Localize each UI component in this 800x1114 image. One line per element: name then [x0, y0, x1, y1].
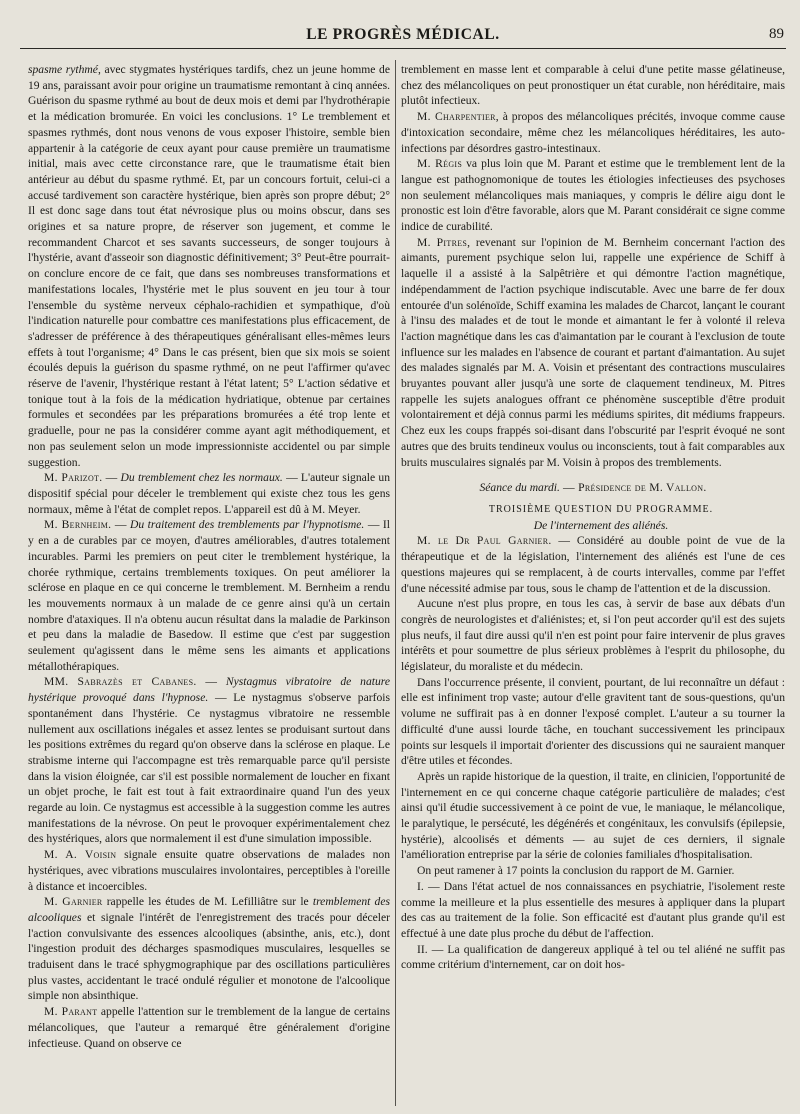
section-title: De l'internement des aliénés. — [533, 518, 669, 532]
paragraph-text: et signale l'intérêt de l'enregistrement des tracés pour déceler l'action convulsivante des essences alcooliques (absinthe, anis, etc.), dont l'ingestion produit des décharges spasmodiques musculaires, lesquelles se traduisent dans le tracé sphygmographique par des oscillations particulières plus vastes, accidentant le tracé ondulé régulier et monotone de l'alcoolique simple non absinthique. — [28, 910, 390, 1003]
paragraph-garnier-report — [401, 533, 785, 596]
left-column — [28, 62, 390, 1108]
paragraph-text: — Le nystagmus s'observe parfois spontanément dans l'hystérie. Ce nystagmus vibratoire ne ressemble nullement aux oscillations inégales et assez lentes se produisant surtout dans les positions extrêmes du regard qu'on observe dans la sclérose en plaque. Le strabisme interne qui l'accompagne est très remarquable parce qu'il persiste dans la vision éloignée, car s'il est possible normalement de loucher en fixant un objet proche, le fait est tout à fait extraordinaire quand l'un des yeux regarde au loin. Ce nystagmus est accessible à la suggestion comme les autres manifestations de la névrose. On peut le provoquer expérimentalement chez des hystériques, alors que normalement il est d'une simulation impossible. — [28, 691, 390, 846]
paragraph-text: à propos des mélancoliques précités, invoque comme cause d'intoxication secondaire, même chez les mélancoliques héréditaires, les auto-infections par désordres gastro-intestinaux. — [401, 110, 785, 155]
page-header — [20, 26, 786, 49]
paragraph-pitres — [401, 235, 785, 471]
communication-title: Du traitement des tremblements par l'hypnotisme. — [129, 518, 365, 532]
right-column — [401, 62, 785, 1108]
session-presidency: — Présidence de M. Vallon. — [559, 481, 707, 495]
author-name: M. Parant — [44, 1005, 98, 1019]
author-name: M. Charpentier, — [417, 110, 499, 124]
paragraph-report-5: On peut ramener à 17 points la conclusion du rapport de M. Garnier. — [417, 864, 735, 878]
paragraph-report-3: Dans l'occurrence présente, il convient, pourtant, de lui reconnaître un défaut : elle est infiniment trop vaste; autour d'elle gravitent tant de sous-questions, qu'un volume ne suffirait pas à en donner l'exposé complet. L'auteur a su tourner la difficulté d'une aussi lourde tâche, en touchant successivement les principaux points sur lesquels il importait d'orienter des discussions qui ne sauraient manquer d'être utiles et fécondes. — [401, 675, 785, 768]
running-title: LE PROGRÈS MÉDICAL. — [306, 26, 500, 43]
paragraph-text: — Considéré au double point de vue de la thérapeutique et de la législation, l'internement des aliénés est l'une de ces questions majeures qui se remplacent, à de courts intervalles, comme par l'effet d'une nécessité admise par tous, sous le champ de l'attention et de la discussion. — [401, 534, 785, 595]
paragraph-voisin — [28, 847, 390, 894]
paragraph-text: , avec stygmates hystériques tardifs, chez un jeune homme de 19 ans, paraissant avoir pour origine un traumatisme remontant à cinq années. Guérison du spasme rythmé au bout de deux mois et demi par l'hydrothérapie et la médication bromurée. En voici les conclusions. 1° Le tremblement et spasmes rythmés, dont nous venons de vous exposer l'histoire, semble bien appartenir à la catégorie de ceux ayant pour cause première un traumatisme initial, mais avec cette circonstance rare, que le traumatisme était bien antérieur au début du spasme rythmé. Et, par un concours fortuit, celui-ci a accusé tardivement son caractère hystérique, bien après son propre début; 2° Il est donc sage dans tout état névrosique plus ou moins obscur, dans ses origines et sa nature propre, de réserver son jugement, et comme le recommandent Charcot et ses savants successeurs, de songer toujours à l'hystérie, avant d'asseoir son diagnostic définitivement; 3° Peut-être pourrait-on conclure encore de ce fait, que dans ses nombreuses transformations et manifestations locales, l'hystérie met le plus souvent en jeu tour à tour l'ensemble du système nerveux céphalo-rachidien et sympathique, d'où l'indication naturelle pour combattre ces manifestations plus efficacement, de s'adresser de préférence à des thérapeutiques généralisant elles-mêmes leurs effets à tout l'organisme; 4° Dans le cas présent, bien que six mois se soient écoulés depuis la guérison du spasme rythmé, on ne peut l'affirmer qu'avec réserve de l'avenir, l'hystérique restant à l'état latent; 5° L'action sédative et tonique tout à la fois de la médication hydriatique, obtenue par certaines formules et secondées par les préparations bromurées a été trop lente et graduelle, pour ne pas la considérer comme ayant agit méthodiquement, et non pas seulement selon un mode impressionniste accidentel ou par simple suggestion. — [28, 63, 390, 469]
paragraph-bernheim: M. Bernheim. — Du traitement des tremblements par l'hypnotisme. — Il y en a de curables par ce moyen, d'autres améliorables, d'autres totalement incurables. Parmi les premiers on peut citer le tremblement hystérique, la chorée rythmique, certains tremblements toxiques. On peut améliorer la sclérose en plaque en ce qui concerne le tremblement. M. Bernheim a rendu les mouvements normaux à un malade de ce genre ainsi qu'à un certain nombre d'ataxiques. Il n'a obtenu aucun résultat dans la maladie de Parkinson et peu dans la maladie de Basedow. Il estime que c'est par suggestion seulement qu'agissent dans le même sens les aimants et applications métallothérapiques. — [28, 518, 390, 673]
paragraph-text: — Il y en a de curables par ce moyen, d'autres améliorables, d'autres totalement incurables. Parmi les premiers on peut citer le tremblement hystérique, la chorée rythmique, certains tremblements toxiques. On peut améliorer la sclérose en plaque en ce qui concerne le tremblement. M. Bernheim a rendu les mouvements normaux à un malade de ce genre ainsi qu'à un certain nombre d'ataxiques. Il n'a obtenu aucun résultat dans la maladie de Parkinson et peu dans la maladie de Basedow. Il estime que c'est par suggestion seulement qu'agissent dans le même sens les aimants et applications métallothérapiques. — [28, 518, 390, 673]
paragraph-text: appelle l'attention sur le tremblement de la langue de certains mélancoliques, que l'auteur a remarqué être généralement d'origine infectieuse. Quand on observe ce — [28, 1005, 390, 1050]
paragraph-parant — [28, 1004, 390, 1051]
paragraph-lead: spasme rythmé — [28, 63, 98, 76]
paragraph-regis — [401, 156, 785, 235]
author-name: M. Parizot. — [44, 471, 103, 485]
paragraph-conclusion-2: II. — La qualification de dangereux appliqué à tel ou tel aliéné ne suffit pas comme critérium d'internement, car on doit hos- — [401, 942, 785, 972]
paragraph-charpentier — [401, 109, 785, 156]
paragraph-garnier — [28, 894, 390, 1004]
author-name: M. A. Voisin — [44, 848, 117, 862]
author-name: M. Régis — [417, 157, 463, 171]
paragraph-continued: tremblement en masse lent et comparable à celui d'une petite masse gélatineuse, chez des mélancoliques on peut pronostiquer un état curable, non héréditaire, mais plutôt infectieux. — [401, 63, 785, 108]
paragraph-text: signale ensuite quatre observations de malades non hystériques, avec vibrations musculaires involontaires, perceptibles à l'oreille à distance et incoercibles. — [28, 848, 390, 893]
session-day: Séance du mardi. — [479, 481, 560, 495]
paragraph-spasme-conclusions — [28, 62, 390, 470]
paragraph-text: rappelle les études de M. Lefilliâtre sur le — [102, 895, 313, 909]
question-title: TROISIÈME QUESTION DU PROGRAMME. — [488, 503, 714, 515]
column-divider — [395, 60, 396, 1106]
paragraph-text: — L'auteur signale un dispositif spécial pour déceler le tremblement qui existe chez tous les gens normaux, même à l'état de complet repos. L'appareil est dû à M. Meyer. — [28, 471, 390, 516]
author-name: M. Pitres, — [417, 235, 471, 249]
author-name: M. Garnier — [44, 895, 103, 909]
communication-title: Nystagmus vibratoire de nature hystérique provoqué dans l'hypnose. — [28, 675, 390, 705]
paragraph-text: va plus loin que M. Parant et estime que le tremblement lent de la langue est pathognomonique de toutes les étiologies infectieuses des psychoses non seulement mélancoliques mais maniaques, y compris le délire aigu dont le pronostic est loin d'être favorable, alors que M. Parant considérait ce signe comme indice de curabilité. — [401, 157, 785, 234]
author-name: M. le Dr Paul Garnier. — [417, 534, 552, 548]
author-name: MM. Sabrazès et Cabanes. — [44, 675, 197, 689]
paragraph-conclusion-1: I. — Dans l'état actuel de nos connaissances en psychiatrie, l'isolement reste comme la meilleure et la plus essentielle des mesures à appliquer dans la plupart des cas au traitement de la folie. Son efficacité est d'autant plus grande qu'il est effectué à une date plus proche du début de l'affection. — [401, 879, 785, 940]
session-heading — [401, 480, 785, 496]
paragraph-text: revenant sur l'opinion de M. Bernheim concernant l'action des aimants, purement psychique selon lui, rappelle une expérience de Schiff à laquelle il a assisté à la Salpêtrière et qui démontre l'action magnétique, indépendamment de l'action psychique indiscutable. Avec une barre de fer doux entourée d'un solénoïde, Schiff examina les malades de Charcot, lançant le courant à l'insu des malades et de tout le monde et aimantant le fer à volonté il releva l'action magnétique dans les cas d'aimantation par le courant à l'exclusion de toute influence sur les malades en l'absence de courant et partant d'aimantation. Au sujet des malades signalés par M. A. Voisin et présentant des contractions musculaires bruyantes pouvant aller jusqu'à une sorte de claquement tendineux, M. Pitres rappelle les sujets analogues offrant ce phénomène susceptible d'être produit volontairement et déjà connus parmi les médiums spirites, dit médiums frappeurs. Chez eux les coups frappés soi-disant dans l'obscurité par l'esprit évoqué ne sont autres que des bruits tendineux voulus ou inconscients, tout à fait comparables aux bruits musculaires signalés par M. Voisin à propos des tremblements. — [401, 235, 785, 469]
paragraph-parizot: M. Parizot. — Du tremblement chez les normaux. — L'auteur signale un dispositif spécial pour déceler le tremblement qui existe chez tous les gens normaux, même à l'état de complet repos. L'appareil est dû à M. Meyer. — [28, 471, 390, 516]
communication-title: Du tremblement chez les normaux. — [120, 471, 283, 485]
paragraph-report-2: Aucune n'est plus propre, en tous les cas, à servir de base aux débats d'un congrès de neurologistes et d'aliénistes; et, si l'on peut accorder qu'il est des sujets plus neufs, il faut dire aussi qu'il n'en est point pour faire intervenir de plus graves intérêts et pour soumettre de plus sérieux problèmes à l'esprit du philosophe, du législateur, du moraliste et du médecin. — [401, 597, 785, 674]
author-name: M. Bernheim. — [44, 518, 112, 532]
paragraph-sabrazes-cabanes: MM. Sabrazès et Cabanes. — Nystagmus vibratoire de nature hystérique provoqué dans l'hypnose. — Le nystagmus s'observe parfois spontanément dans l'hystérie. Ce nystagmus vibratoire ne ressemble nullement aux oscillations inégales et assez lentes se produisant surtout dans les positions extrêmes du regard qu'on observe dans la sclérose en plaque. Le strabisme interne qui l'accompagne est très remarquable parce qu'il persiste dans la vision éloignée, car s'il est possible normalement de loucher en fixant un objet proche, le fait est tout à fait extraordinaire quand l'un des yeux regarde au loin. Ce nystagmus est accessible à la suggestion comme les autres manifestations de la névrose. On peut le provoquer expérimentalement chez des hystériques, alors que normalement il est d'une simulation impossible. — [28, 675, 390, 846]
communication-title: tremblement des alcooliques — [28, 895, 390, 924]
paragraph-report-4: Après un rapide historique de la question, il traite, en clinicien, l'opportunité de l'internement en ce qui concerne chaque catégorie particulière de malades; c'est ainsi qu'il étudie successivement à ce point de vue, le maniaque, le mélancolique, le paralytique, le persécuté, les dégénérés et congénitaux, les convulsifs (épilepsie, hystérie), alcoolisés et déments — au sujet de ces derniers, il signale l'amélioration entreprise par la série de colonies familiales d'hospitalisation. — [401, 769, 785, 862]
page-number: 89 — [769, 26, 784, 42]
